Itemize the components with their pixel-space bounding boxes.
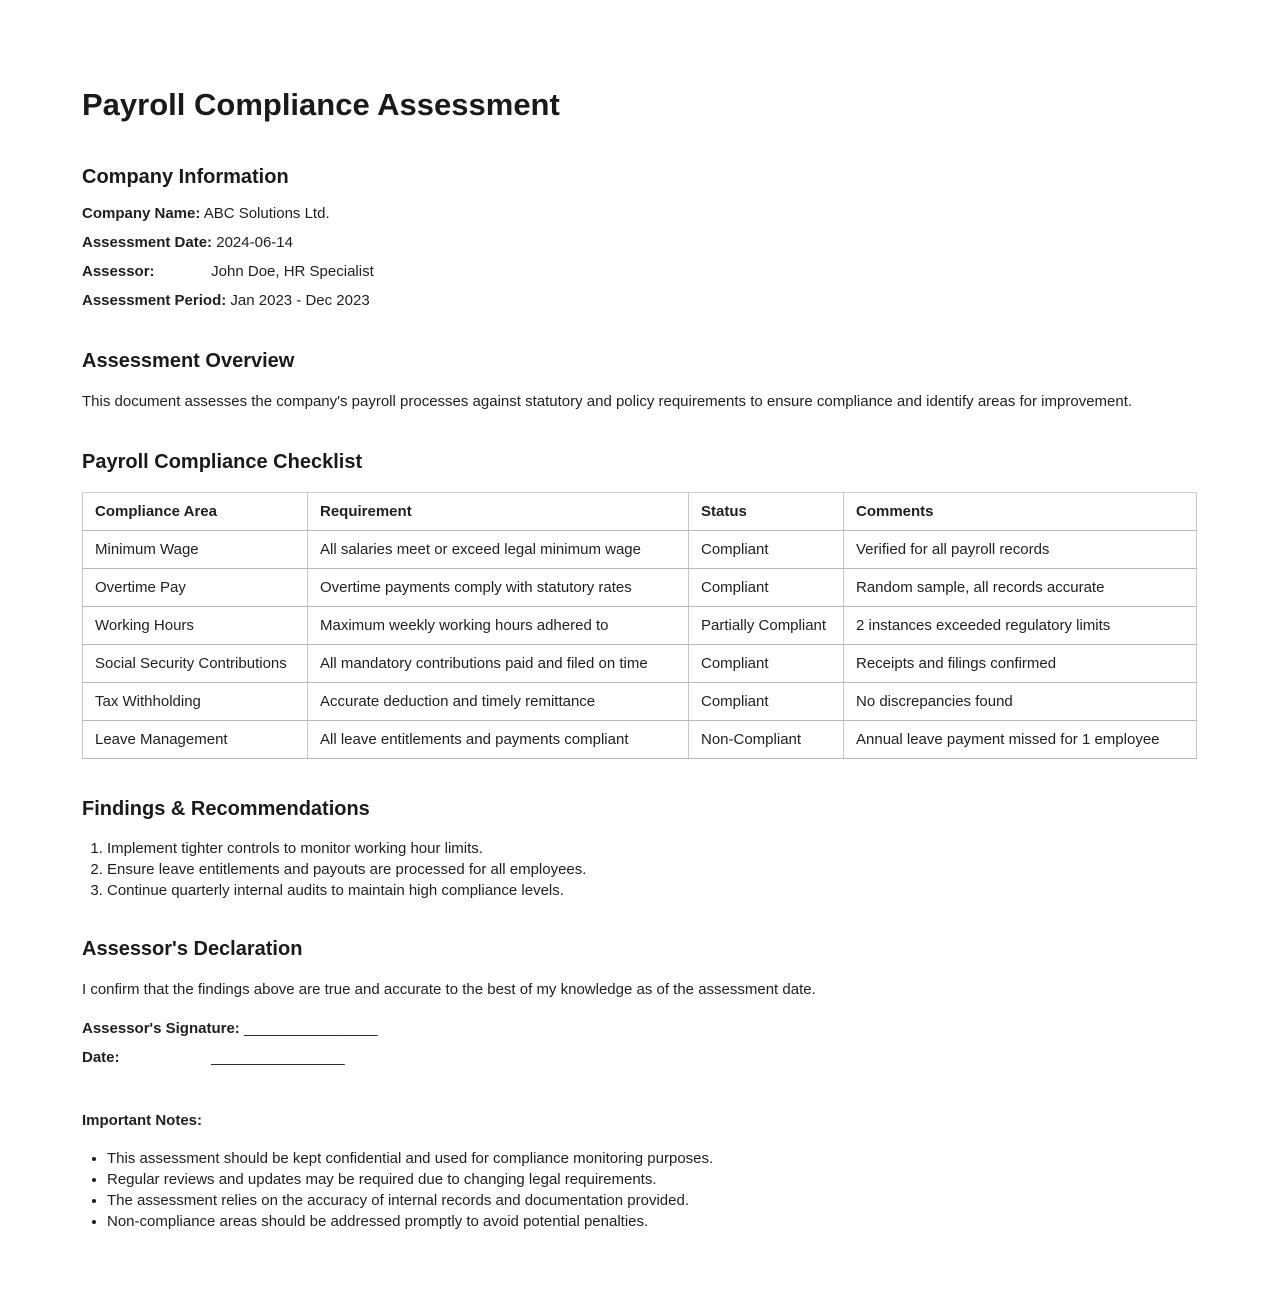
field-value: ABC Solutions Ltd.	[203, 205, 330, 223]
cell-requirement: All mandatory contributions paid and filed on time	[308, 645, 689, 683]
column-header-comments: Comments	[844, 493, 1197, 531]
cell-requirement: Accurate deduction and timely remittance	[308, 683, 689, 721]
field-assessment-period	[82, 292, 1196, 309]
table-row	[83, 531, 1197, 569]
cell-comments: 2 instances exceeded regulatory limits	[844, 607, 1197, 645]
section-heading-checklist: Payroll Compliance Checklist	[82, 451, 363, 474]
cell-compliance-area: Overtime Pay	[83, 569, 308, 607]
note-item: • Regular reviews and updates may be required due to changing legal requirements.	[107, 1169, 1196, 1190]
cell-status: Partially Compliant	[689, 607, 844, 645]
date-row	[82, 1049, 1196, 1066]
column-header-requirement: Requirement	[308, 493, 689, 531]
signature-label: Assessor's Signature:	[82, 1020, 240, 1038]
cell-requirement: Overtime payments comply with statutory rates	[308, 569, 689, 607]
cell-status: Compliant	[689, 645, 844, 683]
findings-list	[82, 838, 1196, 901]
section-heading-overview: Assessment Overview	[82, 350, 295, 373]
field-assessment-date	[82, 234, 1196, 251]
table-header-row	[83, 493, 1197, 531]
cell-requirement: Maximum weekly working hours adhered to	[308, 607, 689, 645]
cell-compliance-area: Minimum Wage	[83, 531, 308, 569]
field-assessor	[82, 263, 1196, 280]
findings-item: 3. Continue quarterly internal audits to maintain high compliance levels.	[107, 880, 1196, 901]
table-row	[83, 683, 1197, 721]
page-title: Payroll Compliance Assessment	[82, 87, 560, 122]
notes-heading: Important Notes:	[82, 1112, 202, 1130]
findings-item: 1. Implement tighter controls to monitor working hour limits.	[107, 838, 1196, 859]
cell-compliance-area: Social Security Contributions	[83, 645, 308, 683]
note-item: • This assessment should be kept confidential and used for compliance monitoring purposes.	[107, 1148, 1196, 1169]
section-heading-declaration: Assessor's Declaration	[82, 938, 303, 961]
notes-list	[82, 1148, 1196, 1232]
field-label: Assessment Date:	[82, 234, 213, 252]
overview-text: This document assesses the company's payroll processes against statutory and policy requirements to ensure compliance and identify areas for improvement.	[82, 393, 1133, 411]
cell-comments: Verified for all payroll records	[844, 531, 1197, 569]
section-heading-findings: Findings & Recommendations	[82, 798, 370, 821]
field-value: John Doe, HR Specialist	[211, 263, 374, 281]
field-label: Company Name:	[82, 205, 201, 223]
table-row	[83, 607, 1197, 645]
table-row	[83, 721, 1197, 759]
cell-comments: No discrepancies found	[844, 683, 1197, 721]
cell-status: Non-Compliant	[689, 721, 844, 759]
cell-status: Compliant	[689, 569, 844, 607]
cell-compliance-area: Tax Withholding	[83, 683, 308, 721]
field-company-name	[82, 205, 1196, 222]
cell-comments: Receipts and filings confirmed	[844, 645, 1197, 683]
declaration-text: I confirm that the findings above are true and accurate to the best of my knowledge as of the assessment date.	[82, 981, 816, 999]
cell-compliance-area: Working Hours	[83, 607, 308, 645]
field-label: Assessment Period:	[82, 292, 227, 310]
date-line: ________________	[211, 1049, 345, 1067]
date-label: Date:	[82, 1049, 120, 1067]
cell-comments: Annual leave payment missed for 1 employee	[844, 721, 1197, 759]
signature-line: ________________	[243, 1020, 378, 1038]
cell-requirement: All salaries meet or exceed legal minimum wage	[308, 531, 689, 569]
note-item: • The assessment relies on the accuracy of internal records and documentation provided.	[107, 1190, 1196, 1211]
cell-status: Compliant	[689, 683, 844, 721]
findings-item: 2. Ensure leave entitlements and payouts are processed for all employees.	[107, 859, 1196, 880]
field-value: Jan 2023 - Dec 2023	[230, 292, 370, 310]
table-row	[83, 569, 1197, 607]
cell-status: Compliant	[689, 531, 844, 569]
field-label: Assessor:	[82, 263, 155, 281]
note-item: • Non-compliance areas should be addressed promptly to avoid potential penalties.	[107, 1211, 1196, 1232]
cell-comments: Random sample, all records accurate	[844, 569, 1197, 607]
column-header-status: Status	[689, 493, 844, 531]
cell-compliance-area: Leave Management	[83, 721, 308, 759]
signature-row	[82, 1020, 1196, 1037]
cell-requirement: All leave entitlements and payments compliant	[308, 721, 689, 759]
section-heading-company-info: Company Information	[82, 166, 289, 189]
field-value: 2024-06-14	[216, 234, 293, 252]
compliance-table	[82, 492, 1197, 759]
table-row	[83, 645, 1197, 683]
column-header-compliance-area: Compliance Area	[83, 493, 308, 531]
